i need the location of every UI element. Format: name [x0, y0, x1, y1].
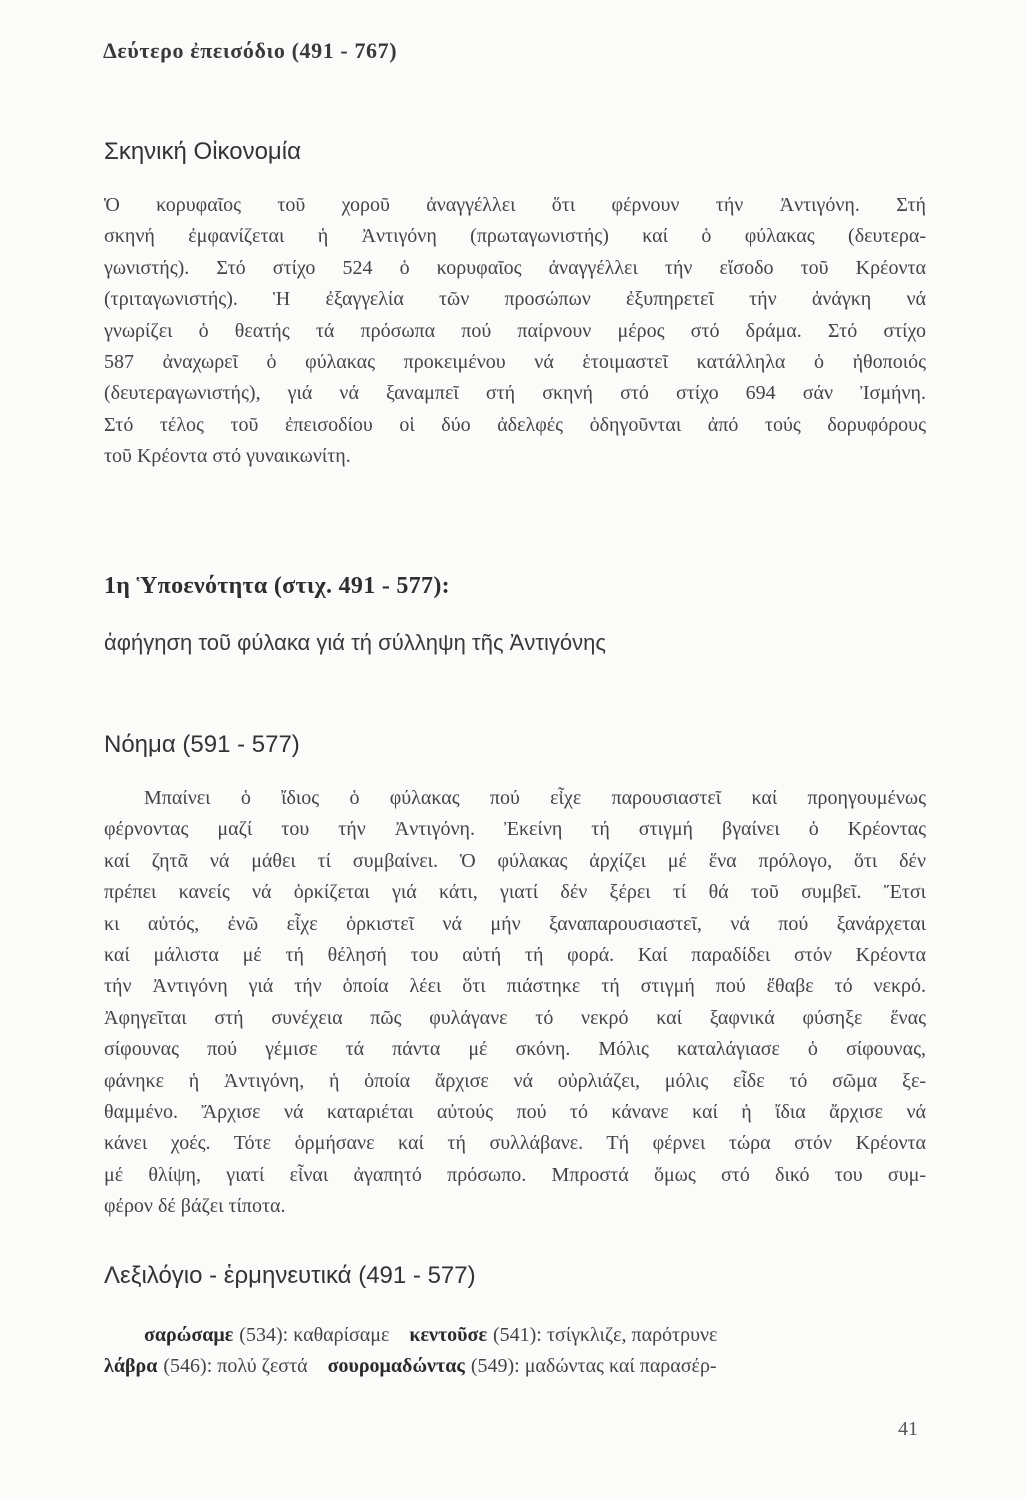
paragraph-line: τοῦ Κρέοντα στό γυναικωνίτη. — [104, 445, 351, 468]
paragraph-line: σκηνή ἐμφανίζεται ἡ Ἀντιγόνη (πρωταγωνιστής) καί ὁ φύλακας (δευτερα- — [104, 225, 926, 248]
paragraph-line: τήν Ἀντιγόνη γιά τήν ὁποία λέει ὅτι πιάστηκε τή στιγμή πού ἔθαβε τό νεκρό. — [104, 975, 926, 998]
subsection-subtitle: ἀφήγηση τοῦ φύλακα γιά τή σύλληψη τῆς Ἀντιγόνης — [104, 630, 606, 655]
vocabulary-definition: καθαρίσαμε — [293, 1324, 390, 1346]
vocabulary-ref: (546): — [163, 1355, 213, 1378]
vocabulary-term: λάβρα — [104, 1355, 158, 1378]
paragraph-line: κάνει χοές. Τότε ὁρμήσανε καί τή συλλάβανε. Τή φέρνει τώρα στόν Κρέοντα — [104, 1132, 926, 1155]
page-number: 41 — [898, 1418, 918, 1440]
section-title-stage-economy: Σκηνική Οἰκονομία — [104, 138, 301, 165]
chapter-header: Δεύτερο ἐπεισόδιο (491 - 767) — [103, 38, 398, 63]
meaning-paragraph — [104, 783, 926, 1223]
vocabulary-definition: τσίγκλιζε, παρότρυνε — [546, 1324, 718, 1346]
paragraph-line: 587 ἀναχωρεῖ ὁ φύλακας προκειμένου νά ἑτοιμαστεῖ κατάλληλα ὁ ἠθοποιός — [104, 351, 926, 374]
paragraph-line: Στό τέλος τοῦ ἐπεισοδίου οἱ δύο ἀδελφές ὁδηγοῦνται ἀπό τούς δορυφόρους — [104, 413, 926, 436]
paragraph-line: καί μάλιστα μέ τή θέλησή του αὐτή τή φορά. Καί παραδίδει στόν Κρέοντα — [104, 944, 926, 967]
paragraph-line: φέρνοντας μαζί του τήν Ἀντιγόνη. Ἐκείνη τή στιγμή βγαίνει ὁ Κρέοντας — [104, 818, 926, 841]
vocabulary-definition: πολύ ζεστά — [217, 1355, 308, 1378]
vocabulary-term: σουρομαδώντας — [327, 1355, 465, 1378]
paragraph-line: Μπαίνει ὁ ἴδιος ὁ φύλακας πού εἶχε παρουσιαστεῖ καί προηγουμένως — [144, 787, 926, 809]
paragraph-line: φέρον δέ βάζει τίποτα. — [104, 1195, 286, 1218]
vocabulary-definition: μαδώντας καί παρασέρ- — [524, 1355, 717, 1378]
paragraph-line: θαμμένο. Ἄρχισε νά καταριέται αὐτούς πού τό κάνανε καί ἡ ἴδια ἄρχισε νά — [104, 1101, 926, 1124]
paragraph-line: καί ζητᾶ νά μάθει τί συμβαίνει. Ὁ φύλακας ἀρχίζει μέ ἕνα πρόλογο, ὅτι δέν — [104, 849, 926, 872]
section-title-vocabulary: Λεξιλόγιο - ἑρμηνευτικά (491 - 577) — [104, 1262, 476, 1289]
vocabulary-ref: (534): — [239, 1324, 289, 1346]
paragraph-line: κι αὐτός, ἐνῶ εἶχε ὁρκιστεῖ νά μήν ξαναπαρουσιαστεῖ, νά πού ξανάρχεται — [104, 912, 926, 935]
vocabulary-term: σαρώσαμε — [144, 1324, 234, 1346]
paragraph-line: (τριταγωνιστής). Ἡ ἐξαγγελία τῶν προσώπων ἐξυπηρετεῖ τήν ἀνάγκη νά — [104, 288, 926, 311]
paragraph-line: Ὁ κορυφαῖος τοῦ χοροῦ ἀναγγέλλει ὅτι φέρνουν τήν Ἀντιγόνη. Στή — [104, 194, 926, 216]
paragraph-line: γωνιστής). Στό στίχο 524 ὁ κορυφαῖος ἀναγγέλλει τήν εἴσοδο τοῦ Κρέοντα — [104, 256, 926, 279]
paragraph-line: πρέπει κανείς νά ὁρκίζεται γιά κάτι, γιατί δέν ξέρει τί θά τοῦ συμβεῖ. Ἔτσι — [104, 881, 926, 904]
paragraph-line: μέ θλίψη, γιατί εἶναι ἀγαπητό πρόσωπο. Μπροστά ὅμως στό δικό του συμ- — [104, 1163, 926, 1186]
vocabulary-ref: (541): — [492, 1324, 542, 1346]
paragraph-line: Ἀφηγεῖται στή συνέχεια πῶς φυλάγανε τό νεκρό καί ξαφνικά φύσηξε ἕνας — [104, 1006, 926, 1029]
section-title-meaning: Νόημα (591 - 577) — [104, 731, 300, 758]
vocabulary-line — [104, 1351, 926, 1382]
vocabulary-term: κεντοῦσε — [409, 1324, 487, 1346]
stage-economy-paragraph — [104, 190, 926, 473]
paragraph-line: σίφουνας πού γέμισε τά πάντα μέ σκόνη. Μόλις καταλάγιασε ὁ σίφουνας, — [104, 1038, 926, 1061]
vocabulary-list — [104, 1320, 926, 1383]
paragraph-line: (δευτεραγωνιστής), γιά νά ξαναμπεῖ στή σκηνή στό στίχο 694 σάν Ἰσμήνη. — [104, 382, 926, 405]
vocabulary-ref: (549): — [470, 1355, 520, 1378]
paragraph-line: γνωρίζει ὁ θεατής τά πρόσωπα πού παίρνουν μέρος στό δράμα. Στό στίχο — [104, 319, 926, 342]
vocabulary-line — [104, 1320, 926, 1351]
paragraph-line: φάνηκε ἡ Ἀντιγόνη, ἡ ὁποία ἄρχισε νά οὐρλιάζει, μόλις εἶδε τό σῶμα ξε- — [104, 1069, 926, 1092]
subsection-title: 1η Ὑποενότητα (στιχ. 491 - 577): — [104, 573, 450, 599]
